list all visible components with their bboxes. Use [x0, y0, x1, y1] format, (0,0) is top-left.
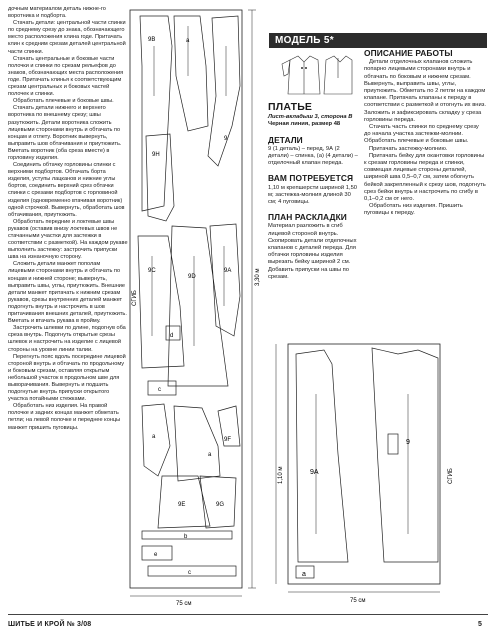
piece-c-belt: [148, 566, 236, 576]
piece-9A: [210, 224, 240, 336]
dress-sketch: [276, 54, 356, 102]
paragraph: дочным материалом деталь нижне-го воротника и подборта.: [8, 6, 106, 20]
line-size-info: Черная линия, размер 48: [268, 121, 341, 128]
piece-label: a: [302, 571, 306, 578]
layout-text: Материал разложить в сгиб лицевой стороной внутрь. Скопировать детали отделочных клапанов с деталей переда. Для обтачки горловины изделия вырезать бейку шириной 2 см. Добавить припуски на швы по срезам.: [268, 223, 357, 280]
piece-label: 9C: [148, 268, 156, 274]
piece-c: [148, 381, 176, 395]
paragraph: Притачать бейку для окантовки горловины к срезам горловины переда и спинки, совмещая лицевые стороны деталей, шириной шва 0,5–0,7 см, затем обогнуть бейкой закрепленный к срезу шов, подогнуть срез бейки внутрь и настрочить по сгибу в 0,1–0,2 см от него.: [364, 152, 486, 203]
paragraph: Застрочить шлевки по длине, подогнув оба среза внутрь. Подогнуть открытые срезы шлевок и настрочить на изделие с лицевой стороны на уровне линии талии.: [8, 325, 126, 353]
piece-label: 9B: [148, 37, 156, 43]
piece-label: a: [186, 38, 190, 44]
piece-9H: [146, 134, 174, 221]
piece-label: 9H: [152, 152, 160, 158]
paragraph: Стачать детали: центральной части спинки по среднему срезу до знака, обозначающего место расположения клина годе. Притачать клин к средним срезам деталей центральной части спинки.: [8, 20, 126, 55]
pattern-layout-dress: [268, 334, 490, 610]
paragraph: Обработать низ изделия. Пришить пуговицы к переду.: [364, 203, 463, 217]
piece-label: 9F: [224, 437, 232, 443]
piece-label: c: [188, 570, 191, 576]
piece-sleeve-left: [142, 404, 170, 476]
work-heading: ОПИСАНИЕ РАБОТЫ: [364, 48, 453, 58]
paragraph: Стачать часть спинки по среднему срезу до начала участка застежки-молнии. Обработать плечевые и боковые швы.: [364, 124, 479, 145]
piece-9: [372, 348, 438, 562]
layout-heading: ПЛАН РАСКЛАДКИ: [268, 212, 347, 223]
needs-text: 1,10 м крепшерсти шириной 1,50 м; застежка-молния длиной 30 см; 4 пуговицы.: [268, 184, 358, 206]
piece-label: 9A: [224, 268, 232, 274]
piece-label: d: [170, 333, 174, 339]
footer-rule: [8, 614, 488, 615]
piece-label: a: [152, 434, 156, 440]
sheet-info: Лист-вкладыш 3, сторона В: [268, 114, 353, 121]
piece-9B: [140, 16, 172, 211]
model-title: МОДЕЛЬ 5*: [269, 33, 487, 48]
piece-label: 9: [224, 136, 228, 142]
paragraph: Детали отделочных клапанов сложить попарно лицевыми сторонами внутрь и обтачать по боковым и нижнем срезам. Вывернуть, выправить швы, углы, приутюжить. Обметать по 2 петли на каждом клапане. Притачать клапаны к переду в соответствии с разметкой и отогнуть их вниз. Заложить и зафиксировать складку у среза горловины переда.: [364, 59, 486, 123]
piece-label: a: [208, 452, 212, 458]
piece-9E-region: [174, 406, 220, 481]
garment-title: ПЛАТЬЕ: [268, 101, 313, 113]
needs-heading: ВАМ ПОТРЕБУЕТСЯ: [268, 173, 354, 184]
width-dimension: 75 см: [350, 598, 366, 604]
piece-label: 9A: [310, 469, 319, 476]
piece-label: c: [158, 387, 161, 393]
fold-label: СГИБ: [448, 468, 454, 484]
footer-magazine: ШИТЬЕ И КРОЙ № 3/08: [8, 621, 92, 628]
page-number: 5: [478, 621, 482, 628]
height-dimension: 1,10 м: [278, 466, 284, 484]
piece-label: 9D: [188, 274, 196, 280]
paragraph: Стачать детали нижнего и верхнего воротника по внешнему срезу; швы разутюжить. Детали воротника сложить лицевыми сторонами внутрь и обтачать по концам и отлету. Воротник вывернуть, выправить шов обтачивания и приутюжить. Вметать воротник (оба среза вместе) в горловину изделия.: [8, 105, 122, 161]
paragraph: Соединить обтачку горловины спинки с верхними подбортов. Обтачать борта изделия, уступы лацканов и нижние углы бортов, соединить верхний срез обтачки спинки с срезами подбортов с горловиной изделия (одновременно втачивая воротник) одной строчкой. Вывернуть, обработать шов обтачивания, приутюжить.: [8, 162, 125, 218]
piece-a: [174, 16, 208, 131]
paragraph: Обработать низ изделия. На правой полочке и задних концах манжет обметать петли; на левой полочке и переднее концы манжет пришить пуговицы.: [8, 403, 121, 431]
paragraph: Сложить детали манжет пополам лицевыми сторонами внутрь и обтачать по концам и нижней стороне; вывернуть, выправить швы, углы, приутюжить. Внешние детали манжет притачать к нижним срезам рукавов, срезы внутренних деталей манжет подогнуть внутрь и настрочить в шов притачивания внешних деталей, приутюжить. Вметать и втачать рукава в пройму.: [8, 261, 127, 325]
piece-label: b: [184, 534, 188, 540]
piece-label: e: [154, 552, 158, 558]
piece-9A: [296, 350, 348, 562]
width-dimension: 75 см: [176, 601, 192, 607]
details-heading: ДЕТАЛИ: [268, 134, 303, 145]
piece-9: [208, 16, 240, 166]
piece-label: 9G: [216, 502, 225, 508]
fold-label: СГИБ: [132, 290, 138, 306]
paragraph: Обработать плечевые и боковые швы.: [13, 98, 114, 105]
piece-9C: [138, 236, 184, 368]
middle-info-column: [268, 101, 358, 281]
piece-small: [388, 434, 398, 454]
right-info-column: [364, 50, 487, 218]
paragraph: Стачать центральные и боковые части полочки и спинки по срезам рельефов до знаков, обозначающих места расположения годе. Притачать клинья к соответствующим срезам центральных и боковых частей полочек и спинки.: [8, 55, 124, 98]
piece-label: 9: [406, 439, 410, 446]
paragraph: Притачать застежку-молнию.: [369, 145, 448, 152]
pattern-layout-main: [128, 6, 268, 608]
height-dimension: 3,30 м: [255, 268, 261, 286]
fabric-outline: [130, 10, 242, 588]
left-text-column: [8, 6, 128, 432]
details-text: 9 (1 деталь) – перед, 9А (2 детали) – спинка, (а) (4 детали) – отделочный клапан переда.: [268, 145, 358, 167]
paragraph: Обработать передние и локтевые швы рукавов (оставив внизу локтевых швов не стачанными участки для застежки в соответствии с разметкой). На каждом рукаве выполнить застежку: застрочить припуски шва на изнаночную сторону.: [8, 218, 128, 261]
piece-label: 9E: [178, 502, 186, 508]
paragraph: Перегнуть пояс вдоль посередине лицевой стороной внутрь и обтачать по продольному и боковым срезам, оставляя открытым небольшой участок в продольном шве для выворачивания. Вывернуть и подшить подогнутые внутрь припуски открытого участка потайными стежками.: [8, 353, 126, 403]
piece-9D: [168, 226, 228, 386]
fabric-outline: [288, 344, 440, 584]
